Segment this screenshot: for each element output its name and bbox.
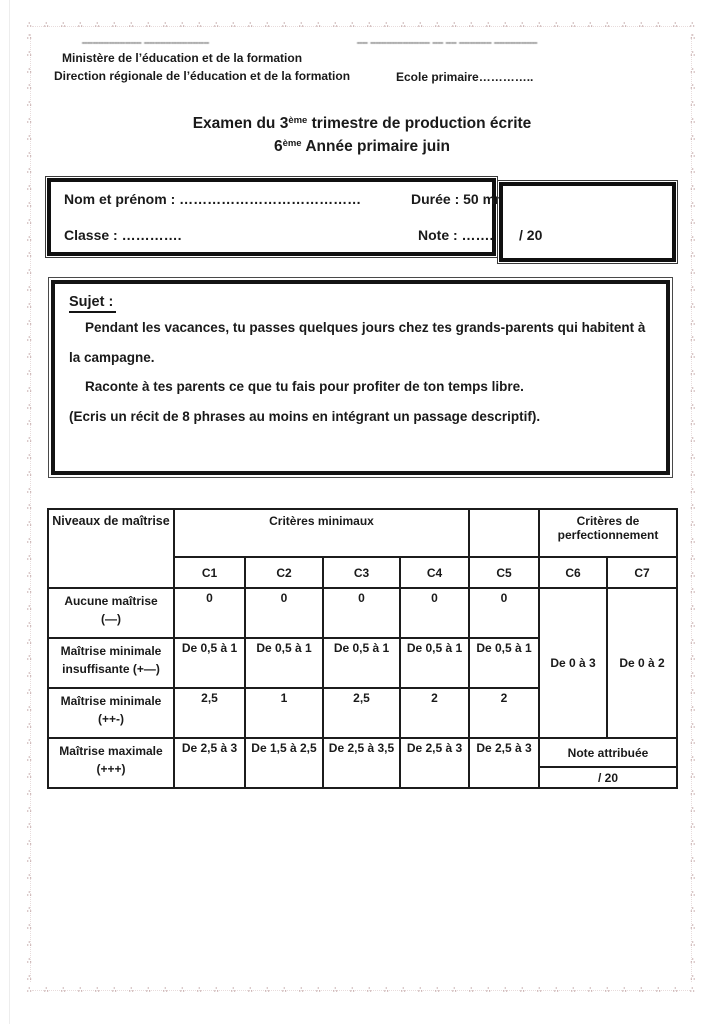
subject-paragraph-3: (Ecris un récit de 8 phrases au moins en intégrant un passage descriptif). [69,409,541,425]
grid-cell: 1 [245,688,323,738]
subject-paragraph-2: Raconte à tes parents ce que tu fais pour profiter de ton temps libre. [85,379,524,395]
grid-cell: De 0,5 à 1 [245,638,323,688]
grid-cell: De 1,5 à 2,5 [245,738,323,788]
row-label-line2: insuffisante (+—) [62,662,160,676]
student-info-box-inner [47,178,504,256]
exam-title-line1 [30,112,694,135]
note-field: Note : ……. [418,227,494,243]
row-label-aucune [48,588,174,638]
stitch-row-top: ∴ ∴ ∴ ∴ ∴ ∴ ∴ ∴ ∴ ∴ ∴ ∴ ∴ ∴ ∴ ∴ ∴ ∴ ∴ ∴ ∴ ∴ ∴ ∴ ∴ ∴ ∴ ∴ ∴ ∴ ∴ ∴ ∴ ∴ ∴ ∴ ∴ ∴ ∴ ∴ [27,22,695,29]
row-label-line1: Aucune maîtrise [64,594,158,608]
page-scan-edge [9,0,10,1024]
stitch-col-left: ∴ ∴ ∴ ∴ ∴ ∴ ∴ ∴ ∴ ∴ ∴ ∴ ∴ ∴ ∴ ∴ ∴ ∴ ∴ ∴ ∴ ∴ ∴ ∴ ∴ ∴ ∴ ∴ ∴ ∴ ∴ ∴ ∴ ∴ ∴ ∴ ∴ ∴ ∴ ∴ ∴ ∴ ∴ ∴ ∴ ∴ ∴ ∴ ∴ ∴ ∴ ∴ ∴ ∴ ∴ ∴ ∴ [27,34,32,982]
attributed-note-value: / 20 [597,770,618,785]
title2-text: 6 [273,138,283,156]
grid-cell: 2 [469,688,539,738]
attributed-note-cell [539,738,677,788]
duration-field: Durée : 50 mn [411,191,504,207]
c7-range-cell: De 0 à 2 [607,588,677,738]
grid-cell: 0 [400,588,469,638]
note-total: / 20 [519,227,543,243]
stitch-col-right: ∴ ∴ ∴ ∴ ∴ ∴ ∴ ∴ ∴ ∴ ∴ ∴ ∴ ∴ ∴ ∴ ∴ ∴ ∴ ∴ ∴ ∴ ∴ ∴ ∴ ∴ ∴ ∴ ∴ ∴ ∴ ∴ ∴ ∴ ∴ ∴ ∴ ∴ ∴ ∴ ∴ ∴ ∴ ∴ ∴ ∴ ∴ ∴ ∴ ∴ ∴ ∴ ∴ ∴ ∴ ∴ ∴ [690,34,695,982]
col-header-c1: C1 [174,557,245,588]
note-box [497,180,678,264]
row-label-line2: (+++) [96,762,126,776]
table-row [48,738,677,788]
title1-rest: trimestre de production écrite [307,115,532,132]
grid-cell: De 2,5 à 3 [469,738,539,788]
title2-superscript: ème [282,138,302,150]
grid-cell: De 0,5 à 1 [174,638,245,688]
student-info-box [45,176,504,258]
stitch-row-bottom: ∴ ∴ ∴ ∴ ∴ ∴ ∴ ∴ ∴ ∴ ∴ ∴ ∴ ∴ ∴ ∴ ∴ ∴ ∴ ∴ ∴ ∴ ∴ ∴ ∴ ∴ ∴ ∴ ∴ ∴ ∴ ∴ ∴ ∴ ∴ ∴ ∴ ∴ ∴ ∴ [27,987,695,994]
grid-cell: 2 [400,688,469,738]
subject-paragraph-1: Pendant les vacances, tu passes quelques jours chez tes grands-parents qui habitent à la campagne. [69,320,646,365]
direction-line: Direction régionale de l’éducation et de la formation [54,69,351,83]
class-field: Classe : …………. [64,227,182,243]
row-label-line1: Maîtrise minimale [60,694,162,708]
grid-cell: De 2,5 à 3,5 [323,738,400,788]
col-header-c4: C4 [400,557,469,588]
col-header-c6: C6 [539,557,607,588]
row-label-line1: Maîtrise maximale [59,744,163,758]
title1-text: Examen du 3 [192,115,289,132]
subject-box-inner [51,280,670,475]
redacted-circonscription-line: ╌╌ ╌╌╌╌╌╌╌╌╌╌╌ ╌╌ ╌╌ ╌╌╌╌╌╌ ╌╌╌╌╌╌╌╌ [357,38,538,48]
title2-rest: Année primaire juin [301,138,451,156]
grid-cell: 2,5 [323,688,400,738]
exam-title [30,112,694,159]
row-label-line2: (—) [101,612,121,626]
row-label-line1: Maîtrise minimale [60,644,162,658]
corner-header: Niveaux de maîtrise [48,509,174,588]
grid-cell: 0 [469,588,539,638]
redacted-republic-line: ╌╌╌╌╌╌╌╌╌╌╌ ╌╌╌╌╌╌╌╌╌╌╌╌ [82,38,210,48]
table-header-groups [48,509,677,557]
col-header-c3: C3 [323,557,400,588]
c6-range-cell: De 0 à 3 [539,588,607,738]
attributed-note-label: Note attribuée [540,739,676,768]
col-header-c7: C7 [607,557,677,588]
table-row [48,588,677,638]
grid-cell: De 0,5 à 1 [400,638,469,688]
subject-box [48,277,673,478]
empty-header-cell [469,509,539,557]
row-label-minimale [48,688,174,738]
row-label-maximale [48,738,174,788]
note-box-inner [499,182,676,262]
ministry-line: Ministère de l’éducation et de la formation [62,51,303,65]
col-header-c5: C5 [469,557,539,588]
row-label-minimale-insuffisante [48,638,174,688]
name-field: Nom et prénom : ………………………………… [64,191,362,207]
grid-cell: De 0,5 à 1 [469,638,539,688]
perfection-criteria-header: Critères de perfectionnement [539,509,677,557]
grid-cell: De 2,5 à 3 [174,738,245,788]
subject-heading: Sujet : [69,294,116,313]
grid-cell: 2,5 [174,688,245,738]
grading-table [47,508,678,789]
exam-title-line2 [30,135,694,158]
row-label-line2: (++-) [97,712,124,726]
grid-cell: 0 [323,588,400,638]
school-line: Ecole primaire………….. [396,70,534,84]
grid-cell: 0 [245,588,323,638]
grid-cell: De 0,5 à 1 [323,638,400,688]
grid-cell: 0 [174,588,245,638]
minimal-criteria-header: Critères minimaux [174,509,469,557]
col-header-c2: C2 [245,557,323,588]
title1-superscript: ème [288,115,308,126]
grid-cell: De 2,5 à 3 [400,738,469,788]
